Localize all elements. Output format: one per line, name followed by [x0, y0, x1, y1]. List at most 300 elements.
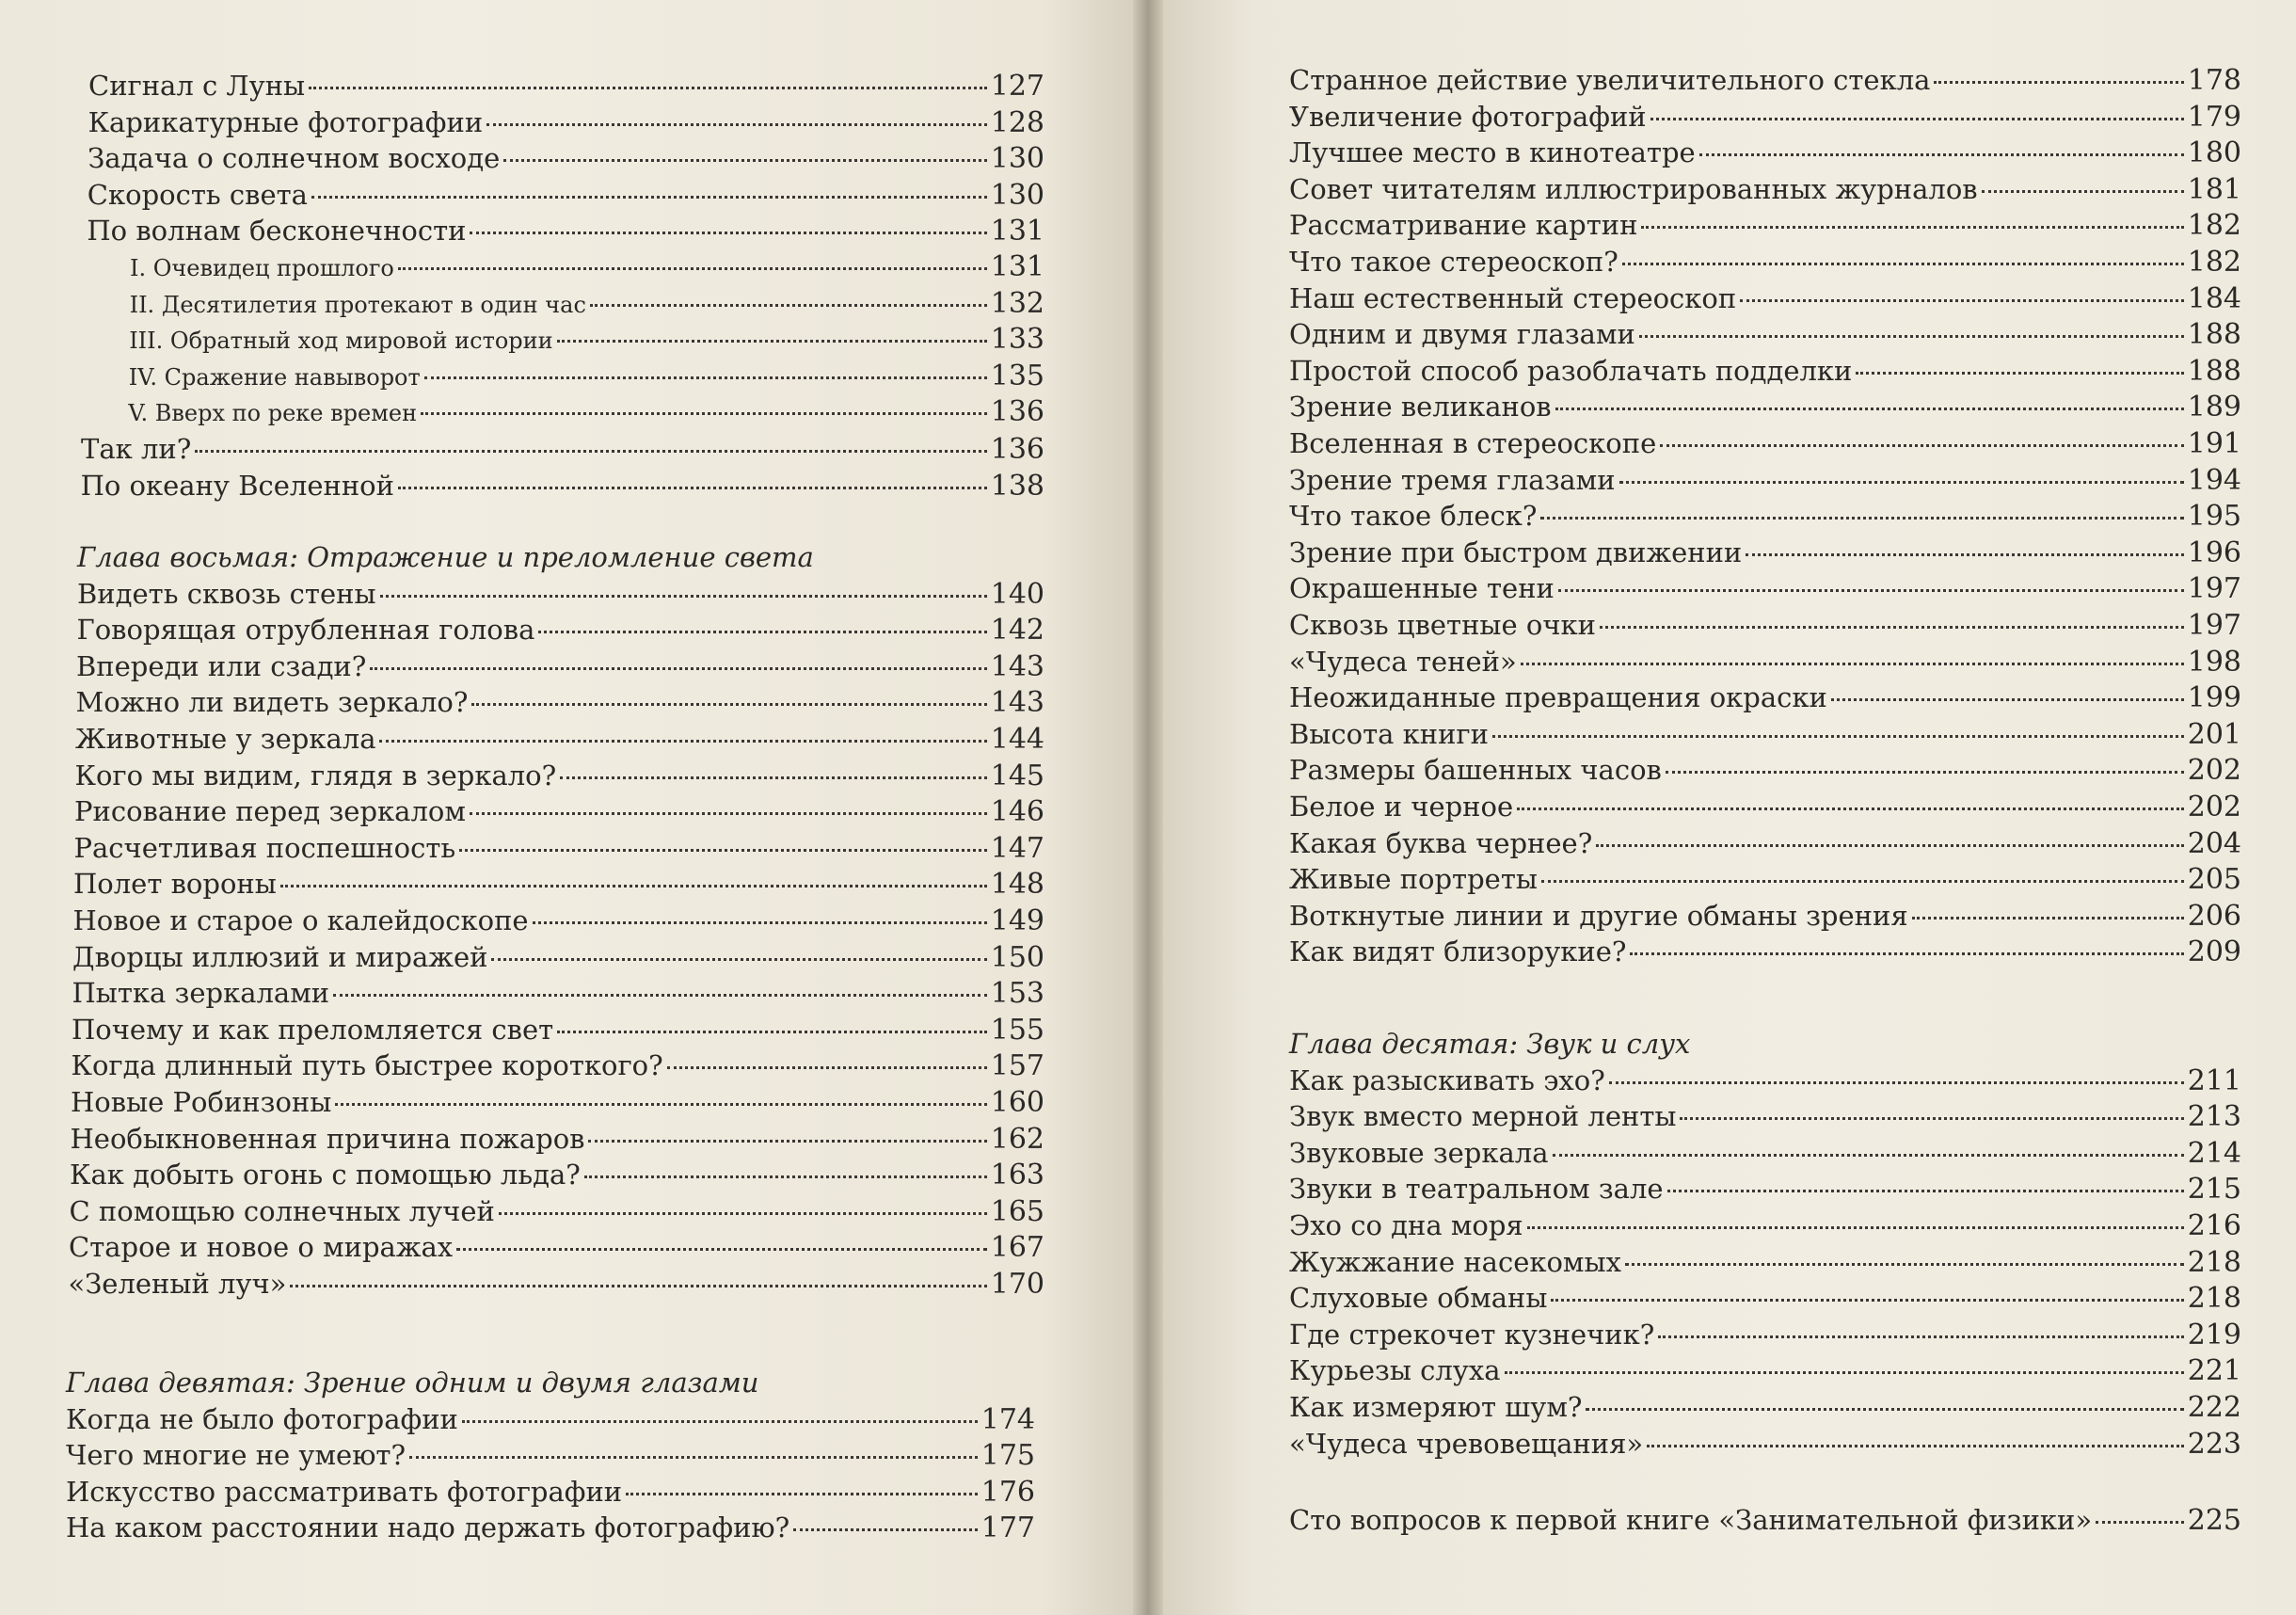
entry-title: Дворцы иллюзий и миражей	[72, 940, 488, 973]
dot-leader	[290, 1285, 986, 1287]
page-number: 132	[990, 286, 1044, 320]
page-number: 184	[2187, 281, 2241, 315]
page-number: 177	[981, 1511, 1035, 1545]
dot-leader	[1746, 553, 2184, 556]
entry-title: Окрашенные тени	[1289, 572, 1555, 605]
dot-leader	[1666, 771, 2184, 774]
dot-leader	[1505, 1371, 2184, 1374]
toc-entry	[1289, 644, 2241, 680]
page-number: 202	[2187, 791, 2241, 823]
dot-leader	[195, 450, 986, 453]
entry-title: Почему и как преломляется свет	[72, 1013, 554, 1046]
dot-leader	[462, 1420, 978, 1423]
toc-right	[1163, 0, 2296, 1615]
toc-entry	[1289, 353, 2241, 389]
toc-entry	[1289, 789, 2241, 824]
entry-title: Полет вороны	[73, 868, 277, 901]
toc-entry	[1289, 62, 2241, 98]
entry-title: Зрение великанов	[1289, 391, 1552, 424]
page-number: 143	[990, 686, 1044, 720]
dot-leader	[1647, 1445, 2184, 1447]
dot-leader	[491, 958, 986, 961]
entry-title: Курьезы слуха	[1289, 1354, 1501, 1387]
entry-title: Вселенная в стереоскопе	[1289, 427, 1657, 459]
dot-leader	[470, 232, 986, 234]
toc-entry	[73, 866, 1044, 902]
toc-entry	[1289, 1317, 2241, 1352]
entry-title: Наш естественный стереоскоп	[1289, 281, 1737, 314]
toc-entry	[66, 1437, 1035, 1473]
page-number: 149	[990, 904, 1044, 937]
toc-entry	[77, 576, 1044, 612]
dot-leader	[1586, 1408, 2183, 1411]
toc-entry	[74, 793, 1044, 829]
dot-leader	[1667, 1190, 2184, 1192]
page-number: 214	[2187, 1136, 2241, 1170]
entry-title: Воткнутые линии и другие обманы зрения	[1289, 899, 1908, 932]
entry-title: Расчетливая поспешность	[73, 831, 456, 864]
dot-leader	[459, 849, 987, 852]
page-number: 135	[990, 359, 1044, 392]
dot-leader	[1831, 698, 2184, 701]
toc-entry	[1289, 1352, 2241, 1388]
toc-entry	[66, 1401, 1035, 1437]
dot-leader	[626, 1493, 978, 1495]
page-number: 182	[2187, 209, 2241, 243]
page-number: 140	[990, 577, 1044, 611]
entry-title: Сигнал с Луны	[88, 70, 306, 102]
dot-leader	[1619, 481, 2184, 484]
dot-leader	[1630, 952, 2183, 955]
entry-title: Что такое стереоскоп?	[1289, 246, 1618, 278]
dot-leader	[470, 812, 987, 815]
entry-title: Когда не было фотографии	[66, 1402, 458, 1435]
entry-title: Рисование перед зеркалом	[74, 795, 466, 828]
toc-entry	[81, 468, 1044, 504]
toc-entry	[70, 1193, 1045, 1229]
toc-entry	[69, 1266, 1045, 1302]
dot-leader	[557, 1031, 987, 1033]
page-number: 191	[2187, 427, 2241, 460]
page-number: 225	[2187, 1504, 2241, 1537]
page-number: 130	[990, 178, 1044, 212]
entry-title: «Чудеса теней»	[1289, 645, 1517, 678]
entry-title: Искусство рассматривать фотографии	[66, 1475, 623, 1508]
entry-title: IV. Сражение навыворот	[128, 363, 421, 391]
page-number: 165	[990, 1194, 1044, 1228]
page-number: 221	[2187, 1354, 2241, 1388]
toc-entry	[1289, 1426, 2241, 1462]
toc-entry	[1289, 1098, 2241, 1134]
dot-leader	[588, 1140, 986, 1143]
page-number: 201	[2187, 717, 2241, 751]
dot-leader	[1492, 735, 2184, 738]
page-number: 157	[990, 1049, 1044, 1083]
entry-title: Карикатурные фотографии	[88, 105, 484, 138]
page-number: 199	[2187, 681, 2241, 715]
dot-leader	[1521, 663, 2184, 665]
entry-title: Можно ли видеть зеркало?	[75, 686, 469, 719]
entry-title: Новые Робинзоны	[71, 1086, 332, 1118]
page-number: 213	[2187, 1100, 2241, 1134]
toc-entry	[75, 721, 1044, 757]
dot-leader	[398, 487, 987, 489]
page-number: 128	[990, 105, 1044, 139]
entry-title: Высота книги	[1289, 717, 1489, 750]
dot-leader	[333, 994, 987, 997]
toc-entry	[1289, 498, 2241, 534]
toc-entry	[1289, 1280, 2241, 1316]
entry-title: Зрение при быстром движении	[1289, 536, 1743, 568]
toc-entry	[75, 758, 1045, 793]
dot-leader	[1553, 1154, 2184, 1157]
toc-entry	[1289, 1502, 2241, 1538]
dot-leader	[1641, 226, 2183, 229]
toc-entry	[1289, 570, 2241, 606]
page-number: 189	[2187, 391, 2241, 424]
entry-title: Совет читателям иллюстрированных журналов	[1289, 172, 1978, 205]
dot-leader	[370, 667, 986, 670]
page-number: 194	[2187, 463, 2241, 497]
dot-leader	[424, 376, 987, 379]
toc-entry	[1289, 316, 2241, 352]
page-number: 153	[990, 977, 1044, 1011]
chapter-heading: Глава десятая: Звук и слух	[1289, 1028, 1691, 1060]
toc-entry	[1289, 716, 2241, 752]
chapter-heading: Глава девятая: Зрение одним и двумя глазами	[66, 1367, 759, 1399]
entry-title: Одним и двумя глазами	[1289, 318, 1635, 351]
page-number: 206	[2187, 899, 2241, 933]
toc-entry	[1289, 99, 2241, 135]
toc-entry	[88, 104, 1044, 140]
page-number: 180	[2187, 136, 2241, 170]
toc-entry	[1289, 934, 2241, 969]
toc-entry	[77, 612, 1045, 648]
page-number: 196	[2187, 536, 2241, 569]
entry-title: Когда длинный путь быстрее короткого?	[71, 1049, 663, 1082]
toc-entry	[87, 213, 1044, 248]
toc-entry	[69, 1229, 1044, 1265]
dot-leader	[584, 1175, 987, 1178]
entry-title: Сто вопросов к первой книге «Занимательной физики»	[1289, 1504, 2093, 1536]
entry-title: Звуки в театральном зале	[1289, 1173, 1664, 1206]
page-number: 188	[2187, 354, 2241, 388]
toc-entry	[70, 1157, 1044, 1192]
page-number: 136	[990, 433, 1044, 466]
page-number: 148	[990, 868, 1044, 902]
entry-title: Что такое блеск?	[1289, 500, 1538, 533]
chapter-heading: Глава восьмая: Отражение и преломление света	[77, 541, 814, 573]
entry-title: Говорящая отрубленная голова	[76, 614, 535, 647]
entry-title: Звук вместо мерной ленты	[1289, 1100, 1677, 1133]
entry-title: На каком расстоянии надо держать фотографию?	[66, 1511, 790, 1544]
dot-leader	[590, 304, 987, 307]
entry-title: С помощью солнечных лучей	[69, 1194, 495, 1227]
dot-leader	[557, 340, 987, 343]
toc-subentry	[130, 249, 1044, 285]
dot-leader	[503, 159, 986, 162]
dot-leader	[1639, 335, 2184, 338]
dot-leader	[1596, 844, 2183, 847]
dot-leader	[311, 196, 987, 199]
page-number: 144	[990, 723, 1044, 756]
entry-title: Чего многие не умеют?	[66, 1439, 407, 1472]
page-number: 176	[981, 1475, 1035, 1509]
toc-entry	[1289, 898, 2241, 934]
dot-leader	[380, 595, 987, 598]
dot-leader	[335, 1103, 986, 1106]
dot-leader	[1680, 1117, 2183, 1120]
toc-entry	[1289, 1244, 2241, 1280]
dot-leader	[1912, 917, 2184, 919]
entry-title: Звуковые зеркала	[1289, 1136, 1549, 1169]
entry-title: Белое и черное	[1289, 791, 1514, 823]
entry-title: Неожиданные превращения окраски	[1289, 681, 1827, 714]
entry-title: Рассматривание картин	[1289, 209, 1638, 242]
dot-leader	[793, 1528, 978, 1531]
dot-leader	[1660, 444, 2183, 447]
dot-leader	[1934, 81, 2183, 84]
dot-leader	[1600, 626, 2184, 629]
entry-title: «Чудеса чревовещания»	[1289, 1427, 1644, 1460]
toc-entry	[72, 975, 1045, 1011]
page-number: 197	[2187, 609, 2241, 642]
page-number: 216	[2187, 1209, 2241, 1242]
page-number: 178	[2187, 64, 2241, 97]
dot-leader	[2096, 1521, 2184, 1524]
toc-entry	[1289, 1207, 2241, 1243]
dot-leader	[421, 412, 987, 415]
page-number: 136	[990, 395, 1044, 429]
dot-leader	[379, 740, 986, 743]
toc-entry	[1289, 389, 2241, 424]
toc-entry	[1289, 425, 2241, 461]
toc-entry	[71, 1084, 1044, 1120]
page-number: 162	[990, 1122, 1044, 1156]
right-page	[1163, 0, 2296, 1615]
entry-title: Необыкновенная причина пожаров	[70, 1122, 585, 1155]
toc-entry	[1289, 1389, 2241, 1425]
toc-entry	[72, 1047, 1045, 1083]
dot-leader	[1625, 1263, 2184, 1266]
page-number: 205	[2187, 863, 2241, 897]
dot-leader	[398, 267, 987, 270]
toc-entry	[1289, 244, 2241, 280]
page-number: 218	[2187, 1245, 2241, 1279]
toc-entry	[88, 177, 1044, 213]
entry-title: Так ли?	[81, 433, 192, 465]
toc-entry	[72, 939, 1044, 975]
toc-subentry	[129, 359, 1044, 394]
entry-title: III. Обратный ход мировой истории	[129, 328, 553, 355]
page-number: 188	[2187, 318, 2241, 352]
entry-title: Впереди или сзади?	[76, 649, 367, 682]
dot-leader	[1541, 880, 2184, 883]
dot-leader	[1555, 408, 2184, 410]
page-number: 215	[2187, 1173, 2241, 1207]
entry-title: Сквозь цветные очки	[1289, 609, 1596, 641]
entry-title: Размеры башенных часов	[1289, 754, 1662, 787]
entry-title: Как измеряют шум?	[1289, 1391, 1583, 1423]
page-number: 197	[2187, 572, 2241, 606]
toc-left	[0, 0, 1133, 1615]
toc-subentry	[129, 322, 1044, 358]
entry-title: По океану Вселенной	[80, 469, 394, 502]
toc-entry	[76, 648, 1044, 684]
page-number: 131	[990, 250, 1044, 283]
entry-title: Простой способ разоблачать подделки	[1289, 354, 1853, 387]
page-number: 223	[2187, 1427, 2241, 1461]
page-number: 163	[990, 1159, 1044, 1192]
dot-leader	[499, 1212, 987, 1215]
dot-leader	[1609, 1081, 2184, 1084]
dot-leader	[1650, 118, 2184, 120]
toc-entry	[66, 1474, 1035, 1510]
entry-title: Старое и новое о миражах	[69, 1231, 454, 1264]
page-number: 160	[990, 1086, 1044, 1119]
dot-leader	[1517, 808, 2184, 810]
dot-leader	[471, 703, 986, 706]
toc-entry	[1289, 680, 2241, 715]
toc-subentry	[128, 394, 1044, 430]
entry-title: «Зеленый луч»	[68, 1268, 287, 1300]
entry-title: Как разыскивать эхо?	[1289, 1063, 1605, 1096]
book-gutter	[1133, 0, 1163, 1615]
entry-title: Кого мы видим, глядя в зеркало?	[74, 759, 557, 792]
entry-title: Какая буква чернее?	[1289, 826, 1593, 859]
toc-entry	[1289, 752, 2241, 788]
toc-entry	[1289, 535, 2241, 570]
toc-entry	[1289, 861, 2241, 897]
toc-entry	[76, 684, 1045, 720]
page-number: 150	[990, 940, 1044, 974]
dot-leader	[1527, 1226, 2184, 1229]
toc-entry	[66, 1510, 1035, 1545]
toc-entry	[88, 140, 1044, 176]
dot-leader	[486, 123, 987, 126]
toc-entry	[1289, 280, 2241, 316]
page-number: 146	[990, 795, 1044, 829]
toc-entry	[1289, 825, 2241, 861]
page-number: 167	[990, 1231, 1044, 1265]
page-number: 179	[2187, 100, 2241, 134]
page-number: 143	[990, 649, 1044, 683]
page-number: 130	[990, 142, 1044, 176]
toc-entry	[72, 1012, 1044, 1047]
dot-leader	[409, 1456, 978, 1459]
dot-leader	[280, 885, 987, 887]
entry-title: Слуховые обманы	[1289, 1282, 1548, 1315]
toc-entry	[1289, 1135, 2241, 1171]
page-number: 219	[2187, 1318, 2241, 1351]
entry-title: Новое и старое о калейдоскопе	[72, 904, 529, 936]
dot-leader	[1699, 153, 2184, 156]
page-number: 174	[981, 1402, 1035, 1436]
dot-leader	[538, 631, 986, 633]
entry-title: I. Очевидец прошлого	[130, 255, 394, 281]
dot-leader	[1551, 1299, 2183, 1302]
dot-leader	[667, 1066, 987, 1069]
left-page	[0, 0, 1133, 1615]
toc-entry	[81, 431, 1044, 467]
entry-title: Странное действие увеличительного стекла	[1289, 64, 1931, 96]
page-number: 218	[2187, 1282, 2241, 1316]
page-number: 182	[2187, 246, 2241, 279]
page-number: 195	[2187, 500, 2241, 534]
entry-title: Видеть сквозь стены	[77, 577, 376, 610]
dot-leader	[309, 87, 987, 89]
dot-leader	[1658, 1335, 2183, 1338]
page-number: 170	[990, 1268, 1044, 1301]
dot-leader	[1540, 517, 2183, 520]
toc-entry	[1289, 135, 2241, 170]
dot-leader	[1982, 190, 2184, 193]
toc-entry	[1289, 1171, 2241, 1207]
toc-entry	[1289, 171, 2241, 207]
page-number: 222	[2187, 1391, 2241, 1424]
page-number: 147	[990, 831, 1044, 865]
page-number: 133	[990, 323, 1044, 357]
page-number: 131	[990, 215, 1044, 248]
entry-title: Задача о солнечном восходе	[88, 142, 501, 175]
page-number: 145	[990, 759, 1044, 792]
entry-title: Животные у зеркала	[75, 723, 376, 755]
entry-title: Жужжание насекомых	[1289, 1245, 1621, 1278]
entry-title: Лучшее место в кинотеатре	[1289, 136, 1696, 169]
toc-entry	[88, 68, 1044, 104]
dot-leader	[533, 921, 987, 924]
page-number: 204	[2187, 826, 2241, 860]
page-number: 211	[2187, 1063, 2241, 1097]
toc-entry	[74, 830, 1045, 866]
entry-title: Увеличение фотографий	[1289, 100, 1647, 133]
entry-title: V. Вверх по реке времен	[128, 400, 418, 427]
entry-title: Живые портреты	[1289, 863, 1538, 896]
toc-entry	[71, 1121, 1045, 1157]
page-number: 138	[990, 469, 1044, 503]
dot-leader	[1558, 589, 2184, 592]
toc-entry	[1289, 1063, 2241, 1098]
toc-entry	[73, 903, 1045, 938]
entry-title: II. Десятилетия протекают в один час	[129, 291, 586, 318]
entry-title: Зрение тремя глазами	[1289, 463, 1616, 496]
dot-leader	[1622, 263, 2184, 265]
dot-leader	[1856, 372, 2183, 375]
page-number: 155	[990, 1013, 1044, 1047]
entry-title: Пытка зеркалами	[72, 977, 330, 1010]
page-number: 181	[2187, 172, 2241, 206]
toc-entry	[1289, 607, 2241, 643]
dot-leader	[560, 776, 987, 779]
page-number: 127	[990, 70, 1044, 103]
entry-title: Скорость света	[87, 178, 308, 211]
toc-subentry	[130, 286, 1044, 322]
entry-title: Как видят близорукие?	[1289, 935, 1627, 968]
page-number: 175	[981, 1439, 1035, 1473]
dot-leader	[1740, 299, 2184, 302]
page-number: 198	[2187, 645, 2241, 679]
entry-title: Как добыть огонь с помощью льда?	[70, 1159, 581, 1191]
toc-entry	[1289, 207, 2241, 243]
page-number: 202	[2187, 754, 2241, 788]
entry-title: По волнам бесконечности	[87, 215, 467, 248]
dot-leader	[456, 1248, 987, 1251]
entry-title: Где стрекочет кузнечик?	[1289, 1318, 1655, 1351]
page-number: 142	[990, 614, 1044, 648]
toc-entry	[1289, 462, 2241, 498]
entry-title: Эхо со дна моря	[1289, 1209, 1523, 1241]
page-number: 209	[2187, 935, 2241, 969]
